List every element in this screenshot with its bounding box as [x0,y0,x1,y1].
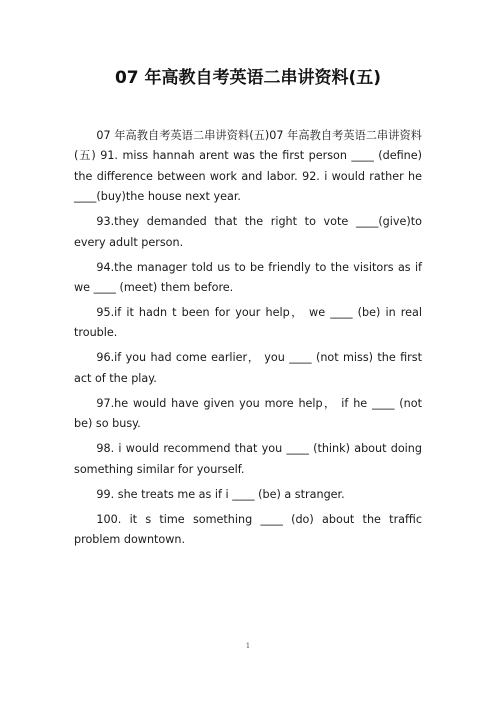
paragraph-98: 98. i would recommend that you ____ (think) about doing something similar for yourself. [74,442,422,476]
page-number: 1 [245,642,251,650]
paragraph-intro: 07 年高教自考英语二串讲资料(五)07 年高教自考英语二串讲资料(五) 91. miss hannah arent was the first person ____ (define) the difference between work and labor. 92. i would rather he ____(buy)the house next year. [74,129,422,204]
document-body [74,126,422,555]
paragraph-97: 97.he would have given you more help， if he ____ (not be) so busy. [74,396,422,431]
page-title: 07 年高教自考英语二串讲资料(五) [114,68,382,88]
paragraph-94: 94.the manager told us to be friendly to the visitors as if we ____ (meet) them before. [74,260,422,295]
paragraph-93: 93.they demanded that the right to vote ____(give)to every adult person. [74,215,422,249]
paragraph-95: 95.if it hadn t been for your help， we ____ (be) in real trouble. [74,306,422,340]
paragraph-96: 96.if you had come earlier， you ____ (not miss) the first act of the play. [74,351,422,385]
paragraph-99: 99. she treats me as if i ____ (be) a stranger. [96,487,345,501]
paragraph-100: 100. it s time something ____ (do) about the traffic problem downtown. [74,512,422,547]
